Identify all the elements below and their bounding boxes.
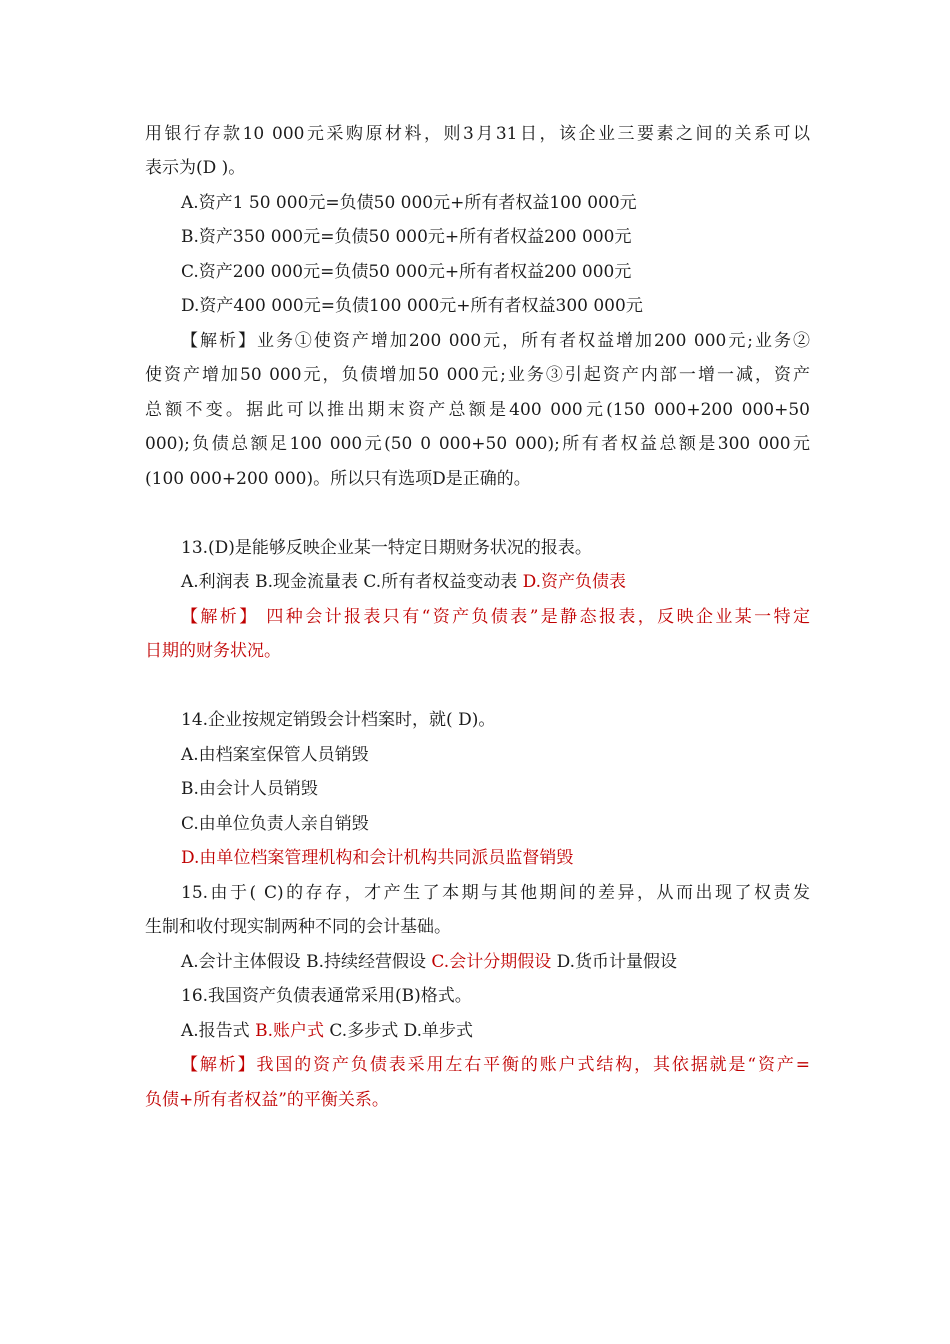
q12-option-b: B.资产350 000元=负债50 000元+所有者权益200 000元 [181, 227, 632, 247]
q15-options-a-b: A.会计主体假设 B.持续经营假设 [181, 952, 432, 972]
q16-analysis-line-2: 负债+所有者权益”的平衡关系。 [145, 1090, 389, 1110]
q12-option-d: D.资产400 000元=负债100 000元+所有者权益300 000元 [181, 296, 643, 316]
q12-analysis-line-5: (100 000+200 000)。所以只有选项D是正确的。 [145, 469, 531, 489]
q15-answer-option: C.会计分期假设 [431, 952, 552, 972]
q15-text-line-2: 生制和收付现实制两种不同的会计基础。 [145, 917, 451, 937]
q12-analysis-line-1: 【解析】业务①使资产增加200 000元，所有者权益增加200 000元;业务② [181, 331, 810, 351]
q14-option-b: B.由会计人员销毁 [181, 779, 318, 799]
q16-options [181, 1019, 810, 1043]
q15-option-d: D.货币计量假设 [551, 952, 678, 972]
q16-option-a: A.报告式 [181, 1021, 256, 1041]
q16-analysis-text: 我国的资产负债表采用左右平衡的账户式结构，其依据就是“资产= [256, 1055, 811, 1075]
q13-options-plain: A.利润表 B.现金流量表 C.所有者权益变动表 [181, 572, 523, 592]
q13-analysis-line-2: 日期的财务状况。 [145, 641, 281, 661]
q16-analysis-label: 【解析】 [181, 1055, 257, 1075]
q13-answer-option: D.资产负债表 [522, 572, 627, 592]
q12-analysis-line-2: 使资产增加50 000元，负债增加50 000元;业务③引起资产内部一增一减，资产 [145, 365, 810, 385]
q12-analysis-line-3: 总额不变。据此可以推出期末资产总额是400 000元(150 000+200 000+50 [145, 400, 810, 420]
q12-option-a: A.资产1 50 000元=负债50 000元+所有者权益100 000元 [181, 193, 637, 213]
q14-question: 14.企业按规定销毁会计档案时，就( D)。 [181, 710, 496, 730]
q15-options [181, 950, 810, 974]
q13-question: 13.(D)是能够反映企业某一特定日期财务状况的报表。 [181, 538, 592, 558]
q12-analysis-line-4: 000);负债总额足100 000元(50 0 000+50 000);所有者权益总额是300 000元 [145, 434, 810, 454]
q16-analysis-line-1 [181, 1053, 810, 1077]
q12-text-line-1: 用银行存款10 000元采购原材料，则3月31日，该企业三要素之间的关系可以 [145, 124, 810, 144]
q16-answer-option: B.账户式 [255, 1021, 324, 1041]
q13-options [181, 570, 810, 594]
q14-option-c: C.由单位负责人亲自销毁 [181, 814, 369, 834]
q16-options-c-d: C.多步式 D.单步式 [324, 1021, 474, 1041]
q14-option-a: A.由档案室保管人员销毁 [181, 745, 369, 765]
q14-answer-option: D.由单位档案管理机构和会计机构共同派员监督销毁 [181, 848, 574, 868]
q13-analysis-line-1: 【解析】 四种会计报表只有“资产负债表”是静态报表，反映企业某一特定 [181, 607, 810, 627]
q16-question: 16.我国资产负债表通常采用(B)格式。 [181, 986, 472, 1006]
q12-text-line-2: 表示为(D )。 [145, 158, 246, 178]
q12-option-c: C.资产200 000元=负债50 000元+所有者权益200 000元 [181, 262, 632, 282]
q15-text-line-1: 15.由于( C)的存存，才产生了本期与其他期间的差异，从而出现了权责发 [181, 883, 810, 903]
